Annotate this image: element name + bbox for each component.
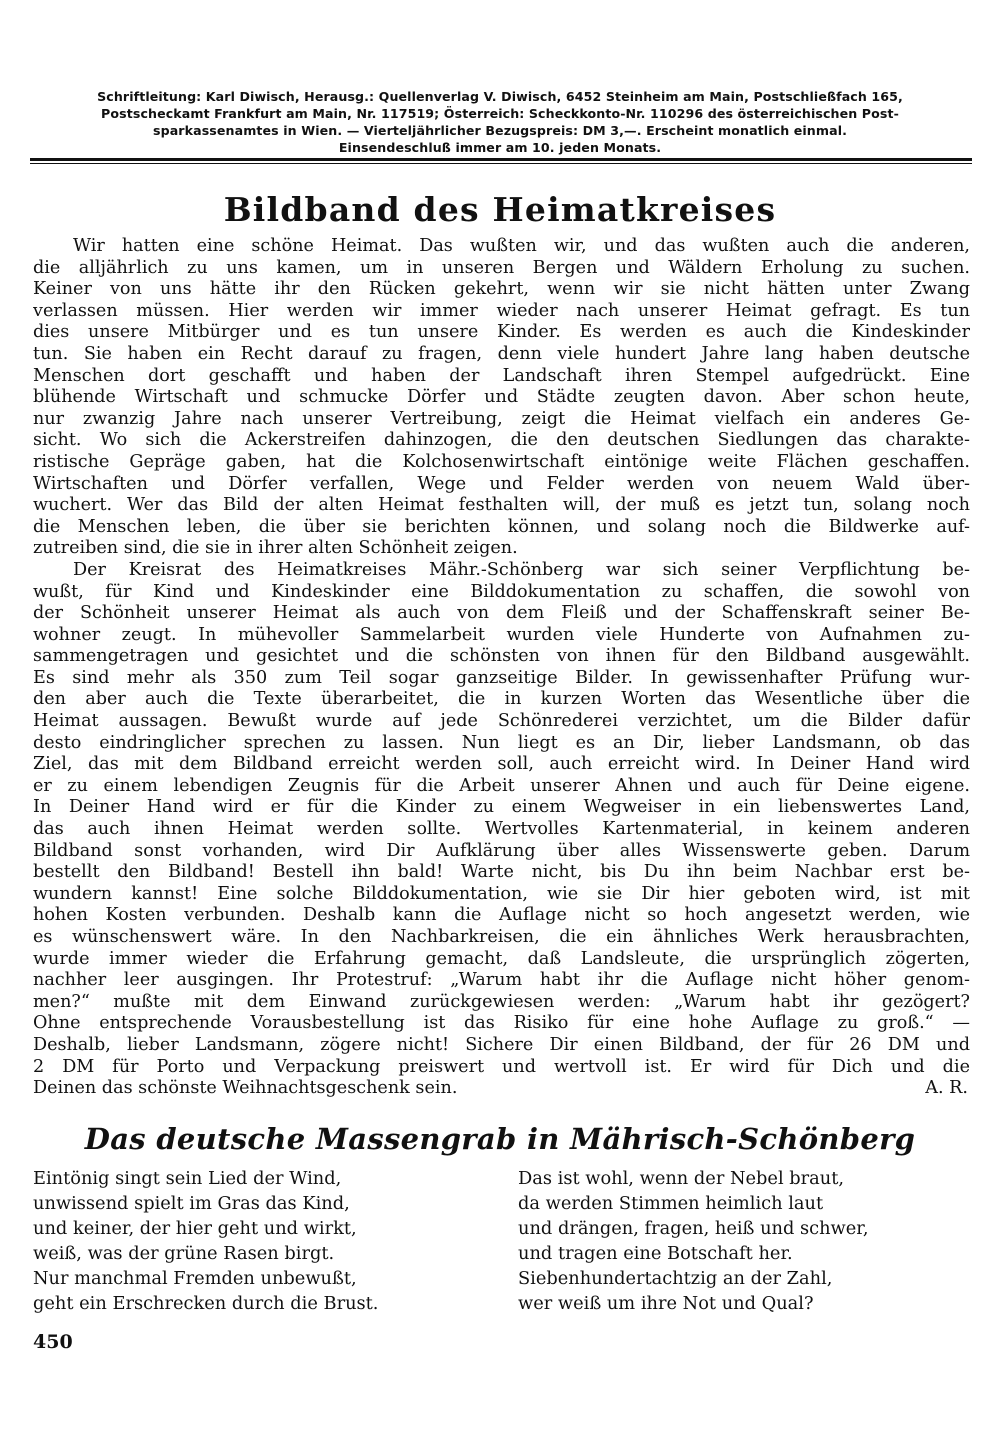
article-line: er zu einem lebendigen Zeugnis für die Arbeit unserer Ahnen und auch für Deine eigene.	[33, 775, 970, 796]
article-line: wußt, für Kind und Kindeskinder eine Bilddokumentation zu schaffen, die sowohl von	[33, 581, 970, 602]
article-line: es wünschenswert wäre. In den Nachbarkreisen, die ein ähnliches Werk herausbrachten,	[33, 927, 970, 947]
masthead-line: sparkassenamtes in Wien. — Vierteljährlicher Bezugspreis: DM 3,—. Erscheint monatlich einmal.	[153, 123, 847, 138]
poem-verse: da werden Stimmen heimlich laut	[518, 1193, 824, 1214]
article-line: ristische Gepräge gaben, hat die Kolchosenwirtschaft eintönige weite Flächen geschaffen.	[33, 451, 970, 472]
article-line: Menschen dort geschafft und haben der Landschaft ihren Stempel aufgedrückt. Eine	[33, 365, 970, 386]
poem-left-stanza	[33, 1166, 378, 1316]
article-line: Heimat aussagen. Bewußt wurde auf jede Schönrederei verzichtet, um die Bilder dafür	[33, 711, 970, 732]
poem-verse: unwissend spielt im Gras das Kind,	[33, 1193, 350, 1214]
poem-verse: Das ist wohl, wenn der Nebel braut,	[518, 1168, 845, 1189]
article-line: den aber auch die Texte überarbeitet, die in kurzen Worten das Wesentliche über die	[33, 689, 970, 710]
poem-verse: Siebenhundertachtzig an der Zahl,	[518, 1268, 833, 1289]
poem-verse: geht ein Erschrecken durch die Brust.	[33, 1293, 379, 1314]
article-line: die Menschen leben, die über sie berichten können, und solang noch die Bildwerke auf-	[33, 516, 970, 537]
article-line: Keiner von uns hätte ihr den Rücken gekehrt, wenn wir sie nicht hätten unter Zwang	[33, 279, 970, 300]
article-line: Wir hatten eine schöne Heimat. Das wußten wir, und das wußten auch die anderen,	[73, 236, 970, 256]
masthead-line: Einsendeschluß immer am 10. jeden Monats.	[338, 140, 662, 155]
masthead-divider-thin	[30, 163, 972, 164]
article-line: Ziel, das mit dem Bildband erreicht werden soll, auch erreicht wird. In Deiner Hand wird	[33, 754, 970, 775]
article-line: sammengetragen und gesichtet und die schönsten von ihnen für den Bildband ausgewählt.	[33, 646, 970, 667]
article-line: blühende Wirtschaft und schmucke Dörfer und Städte zeugten davon. Aber schon heute,	[33, 387, 970, 408]
masthead-divider-thick	[30, 158, 972, 161]
poem-verse: weiß, was der grüne Rasen birgt.	[33, 1243, 335, 1264]
article-line: wuchert. Wer das Bild der alten Heimat festhalten will, der muß es jetzt tun, solang noch	[33, 495, 970, 516]
poem-verse: Nur manchmal Fremden unbewußt,	[33, 1268, 357, 1289]
article-closing-line: Deinen das schönste Weihnachtsgeschenk sein.	[33, 1078, 458, 1099]
article-line: sicht. Wo sich die Ackerstreifen dahinzogen, die den deutschen Siedlungen das charakte-	[33, 430, 970, 451]
article-closing-row	[33, 1078, 970, 1100]
poem-verse: und tragen eine Botschaft her.	[518, 1243, 793, 1264]
article-line: Der Kreisrat des Heimatkreises Mähr.-Schönberg war sich seiner Verpflichtung be-	[73, 559, 970, 580]
article-body	[33, 236, 970, 1100]
article-line: Es sind mehr als 350 zum Teil sogar ganzseitige Bilder. In gewissenhafter Prüfung wur-	[33, 667, 970, 688]
article-signature: A. R.	[925, 1078, 968, 1099]
poem-right-stanza	[518, 1166, 868, 1316]
article-line: 2 DM für Porto und Verpackung preiswert und wertvoll ist. Er wird für Dich und die	[33, 1056, 970, 1077]
article-line: die alljährlich zu uns kamen, um in unseren Bergen und Wäldern Erholung zu suchen.	[33, 257, 970, 278]
masthead-line: Schriftleitung: Karl Diwisch, Herausg.: Quellenverlag V. Diwisch, 6452 Steinheim am Main, Postschließfach 165,	[97, 89, 903, 104]
poem-verse: wer weiß um ihre Not und Qual?	[518, 1293, 814, 1314]
poem-verse: und keiner, der hier geht und wirkt,	[33, 1218, 357, 1239]
article-line: Ohne entsprechende Vorausbestellung ist das Risiko für eine hohe Auflage zu groß.“ —	[33, 1013, 970, 1034]
article-line: verlassen müssen. Hier werden wir immer wieder nach unserer Heimat gefragt. Es tun	[33, 300, 970, 321]
masthead-imprint	[40, 88, 960, 156]
article-line: tun. Sie haben ein Recht darauf zu fragen, denn viele hundert Jahre lang haben deutsche	[33, 343, 970, 364]
article-line: Deshalb, lieber Landsmann, zögere nicht! Sichere Dir einen Bildband, der für 26 DM und	[33, 1034, 970, 1055]
article-line: In Deiner Hand wird er für die Kinder zu einem Wegweiser in ein liebenswertes Land,	[33, 797, 970, 818]
page-number: 450	[33, 1331, 73, 1353]
poem-verse: und drängen, fragen, heiß und schwer,	[518, 1218, 869, 1239]
article-line: Bildband sonst vorhanden, wird Dir Aufklärung über alles Wissenswerte geben. Darum	[33, 840, 970, 861]
article-line: desto eindringlicher sprechen zu lassen. Nun liegt es an Dir, lieber Landsmann, ob das	[33, 732, 970, 753]
article-line: wundern kannst! Eine solche Bilddokumentation, wie sie Dir hier geboten wird, ist mit	[33, 883, 970, 904]
article-line: der Schönheit unserer Heimat als auch von dem Fleiß und der Schaffenskraft seiner Be-	[33, 603, 970, 624]
article-line: wurde immer wieder die Erfahrung gemacht, daß Landsleute, die ursprünglich zögerten,	[33, 948, 970, 969]
article-line: das auch ihnen Heimat werden sollte. Wertvolles Kartenmaterial, in keinem anderen	[33, 819, 970, 840]
article-line: wohner zeugt. In mühevoller Sammelarbeit wurden viele Hunderte von Aufnahmen zu-	[33, 624, 970, 645]
article-line: bestellt den Bildband! Bestell ihn bald! Warte nicht, bis Du ihn beim Nachbar erst be-	[33, 862, 970, 883]
article-line: nur zwanzig Jahre nach unserer Vertreibung, zeigt die Heimat vielfach ein anderes Ge-	[33, 408, 970, 429]
article-line: hohen Kosten verbunden. Deshalb kann die Auflage nicht so hoch angesetzt werden, wie	[33, 905, 970, 926]
article-line: dies unsere Mitbürger und es tun unsere Kinder. Es werden es auch die Kindeskinder	[33, 322, 970, 343]
article-line: Wirtschaften und Dörfer verfallen, Wege und Felder werden von neuem Wald über-	[33, 473, 970, 494]
article-line: men?“ mußte mit dem Einwand zurückgewiesen werden: „Warum habt ihr gezögert?	[33, 991, 970, 1012]
masthead-line: Postscheckamt Frankfurt am Main, Nr. 117519; Österreich: Scheckkonto-Nr. 110296 des österreichischen Post-	[101, 106, 899, 121]
poem-title: Das deutsche Massengrab in Mährisch-Schönberg	[84, 1122, 916, 1156]
article-title: Bildband des Heimatkreises	[223, 190, 777, 229]
article-line: nachher leer ausgingen. Ihr Protestruf: „Warum habt ihr die Auflage nicht höher genom-	[33, 970, 970, 991]
poem-verse: Eintönig singt sein Lied der Wind,	[33, 1168, 342, 1189]
article-line: zutreiben sind, die sie in ihrer alten Schönheit zeigen.	[33, 538, 518, 559]
